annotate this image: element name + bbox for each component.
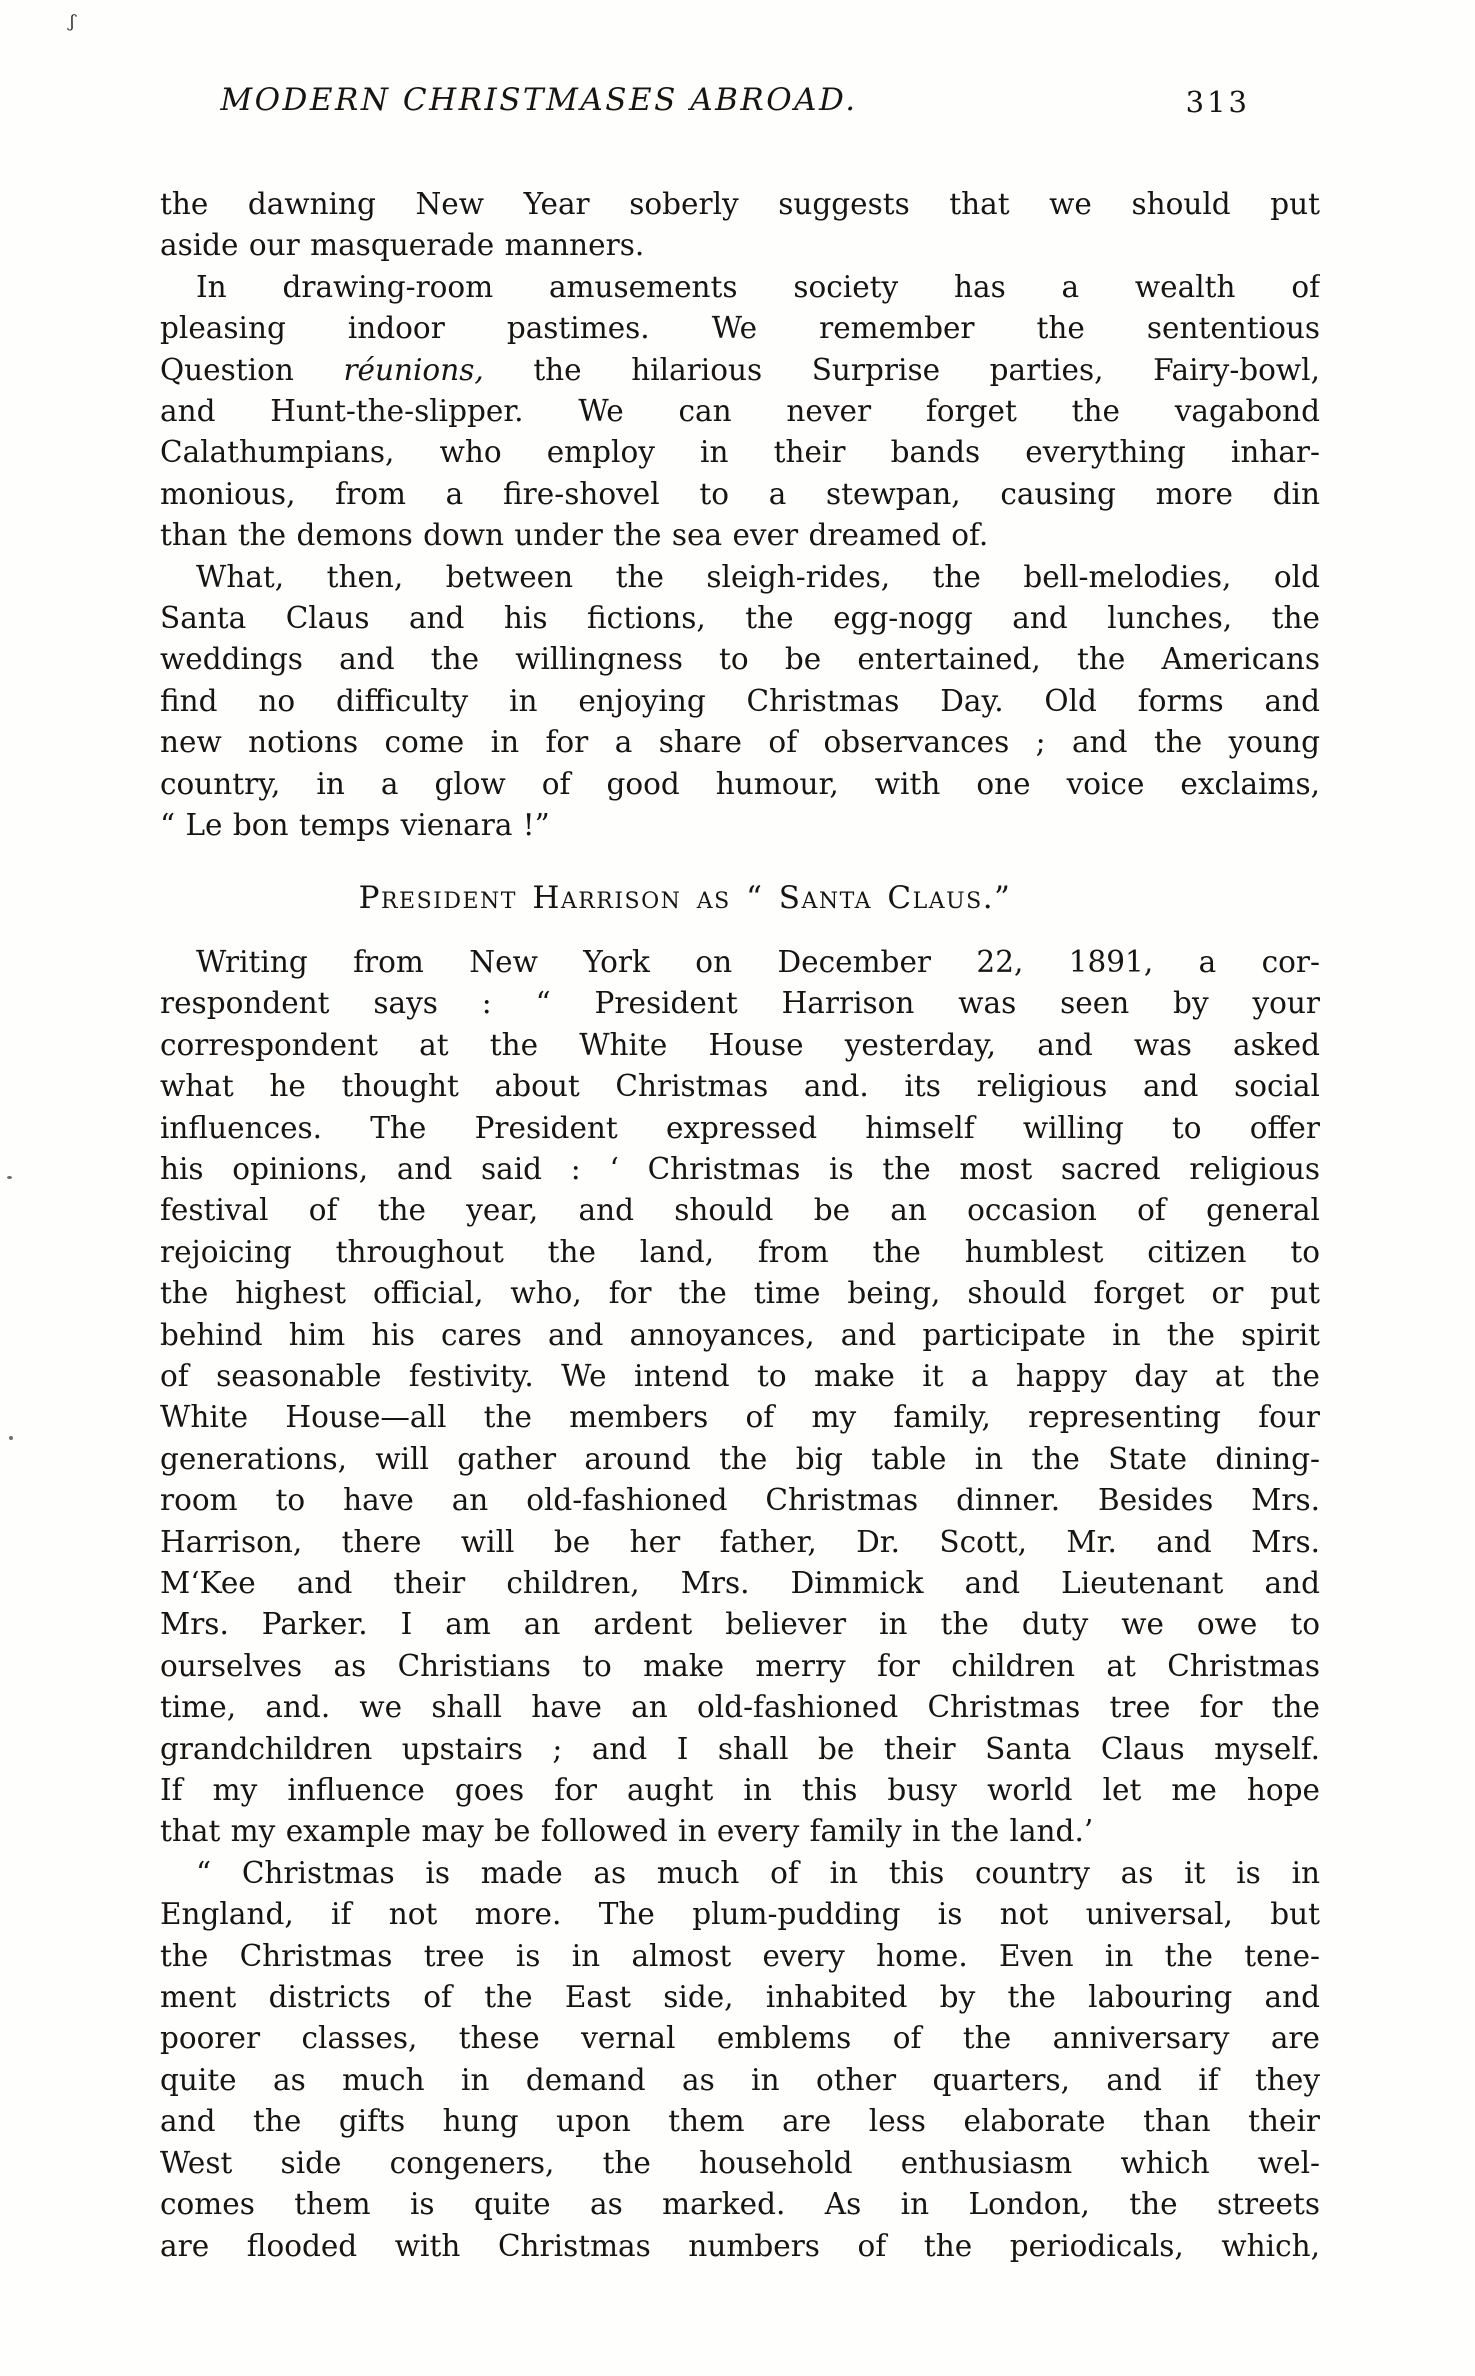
text-line: aside our masquerade manners.	[160, 228, 645, 263]
text-line: are flooded with Christmas numbers of the periodicals, which,	[160, 2228, 1320, 2263]
scan-speck: ʃ	[68, 11, 76, 33]
text-line: What, then, between the sleigh-rides, the bell-melodies, old	[196, 559, 1320, 594]
italic-word: réunions,	[343, 352, 484, 387]
text-line: the dawning New Year soberly suggests that we should put	[160, 187, 1320, 221]
page-header	[160, 82, 1320, 126]
text-line: generations, will gather around the big table in the State dining-	[160, 1441, 1320, 1476]
text-line: the Christmas tree is in almost every home. Even in the tene-	[160, 1938, 1320, 1973]
text-line: rejoicing throughout the land, from the humblest citizen to	[160, 1234, 1320, 1269]
text-line: Calathumpians, who employ in their bands everything inhar-	[160, 435, 1320, 470]
scan-speck	[7, 1176, 12, 1179]
text-line: Mrs. Parker. I am an ardent believer in the duty we owe to	[160, 1607, 1320, 1642]
text-line: his opinions, and said : ‘ Christmas is the most sacred religious	[160, 1151, 1320, 1186]
text-line: pleasing indoor pastimes. We remember the sententious	[160, 311, 1320, 346]
text-line: monious, from a fire-shovel to a stewpan, causing more din	[160, 476, 1320, 511]
paragraph	[160, 184, 1320, 267]
paragraph	[160, 267, 1320, 557]
paragraph	[160, 942, 1320, 1853]
text-line: weddings and the willingness to be entertained, the Americans	[160, 642, 1320, 677]
text-line: respondent says : “ President Harrison was seen by your	[160, 986, 1320, 1021]
scan-speck	[9, 1436, 13, 1440]
text-line: and the gifts hung upon them are less elaborate than their	[160, 2104, 1320, 2139]
paragraph	[160, 1853, 1320, 2267]
text-line: festival of the year, and should be an occasion of general	[160, 1193, 1320, 1228]
text-line: comes them is quite as marked. As in London, the streets	[160, 2187, 1320, 2222]
text-line: room to have an old-fashioned Christmas dinner. Besides Mrs.	[160, 1483, 1320, 1518]
text-line: Harrison, there will be her father, Dr. Scott, Mr. and Mrs.	[160, 1524, 1320, 1559]
text-line: country, in a glow of good humour, with one voice exclaims,	[160, 766, 1320, 801]
section-heading: President Harrison as “ Santa Claus.”	[358, 879, 1012, 916]
text-line: quite as much in demand as in other quarters, and if they	[160, 2062, 1320, 2097]
text-line: ourselves as Christians to make merry for children at Christmas	[160, 1648, 1320, 1683]
text-line: Santa Claus and his fictions, the egg-nogg and lunches, the	[160, 601, 1320, 636]
text-line: correspondent at the White House yesterday, and was asked	[160, 1027, 1320, 1062]
text-segment: the hilarious Surprise parties, Fairy-bowl,	[483, 352, 1320, 387]
text-line: “ Christmas is made as much of in this country as it is in	[196, 1855, 1320, 1890]
page-number: 313	[1185, 85, 1250, 119]
text-line: of seasonable festivity. We intend to make it a happy day at the	[160, 1358, 1320, 1393]
text-line: England, if not more. The plum-pudding is not universal, but	[160, 1897, 1320, 1932]
text-line: White House—all the members of my family, representing four	[160, 1400, 1320, 1435]
text-line: M‘Kee and their children, Mrs. Dimmick and Lieutenant and	[160, 1566, 1320, 1600]
text-line: time, and. we shall have an old-fashioned Christmas tree for the	[160, 1690, 1320, 1725]
text-line: In drawing-room amusements society has a wealth of	[196, 269, 1320, 304]
text-line: behind him his cares and annoyances, and participate in the spirit	[160, 1317, 1320, 1352]
text-line: If my influence goes for aught in this busy world let me hope	[160, 1773, 1320, 1808]
paragraph	[160, 557, 1320, 847]
text-line: “ Le bon temps vienara !”	[160, 808, 550, 843]
text-line: grandchildren upstairs ; and I shall be their Santa Claus myself.	[160, 1731, 1320, 1766]
text-line: than the demons down under the sea ever dreamed of.	[160, 518, 989, 553]
text-line	[160, 350, 1320, 391]
text-line: Writing from New York on December 22, 1891, a cor-	[196, 944, 1320, 979]
text-line: find no difficulty in enjoying Christmas Day. Old forms and	[160, 683, 1320, 718]
running-title: MODERN CHRISTMASES ABROAD.	[220, 82, 858, 118]
page-body	[160, 184, 1320, 2267]
text-line: the highest official, who, for the time being, should forget or put	[160, 1276, 1320, 1311]
text-line: what he thought about Christmas and. its religious and social	[160, 1069, 1320, 1104]
text-line: poorer classes, these vernal emblems of the anniversary are	[160, 2021, 1320, 2056]
text-line: ment districts of the East side, inhabited by the labouring and	[160, 1980, 1320, 2015]
text-segment: Question	[160, 352, 344, 387]
text-line: and Hunt-the-slipper. We can never forget the vagabond	[160, 394, 1320, 429]
text-line: influences. The President expressed himself willing to offer	[160, 1110, 1320, 1145]
text-line: that my example may be followed in every family in the land.’	[160, 1814, 1094, 1849]
text-line: new notions come in for a share of observances ; and the young	[160, 725, 1320, 760]
text-line: West side congeners, the household enthusiasm which wel-	[160, 2145, 1320, 2180]
